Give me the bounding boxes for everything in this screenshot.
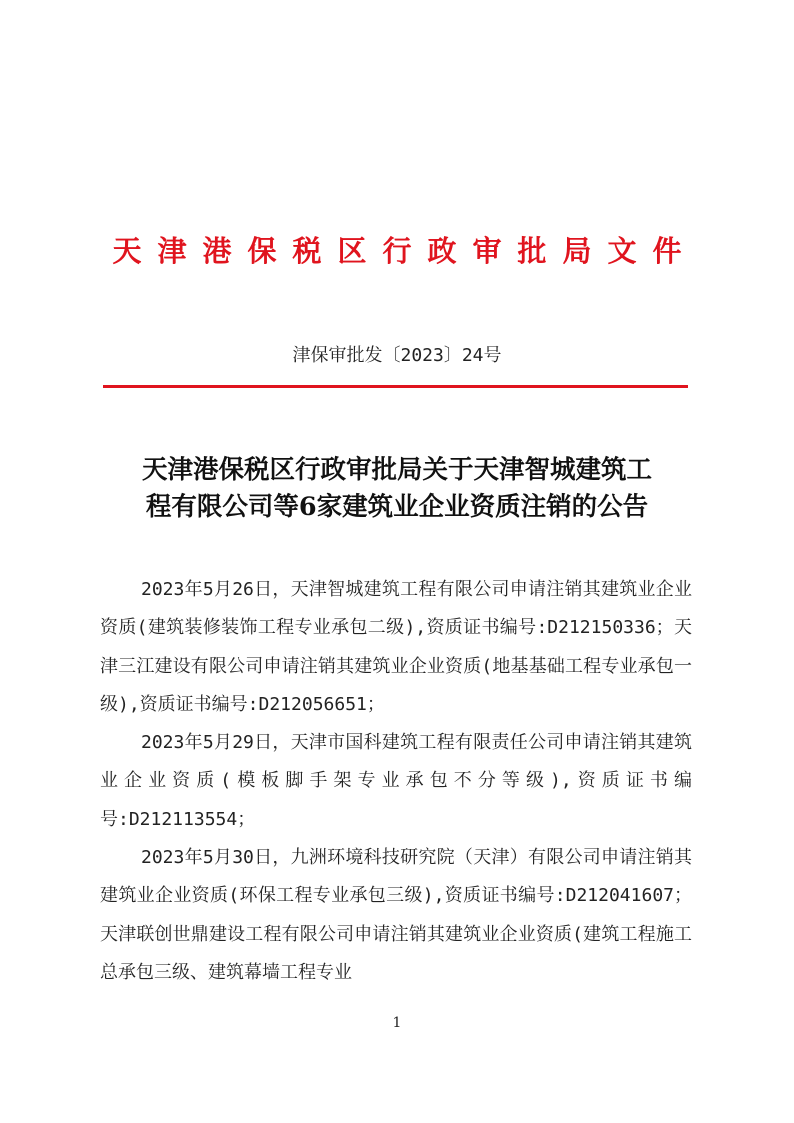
issuing-authority-masthead: 天津港保税区行政审批局文件 [112, 234, 698, 268]
title-line-1: 天津港保税区行政审批局关于天津智城建筑工 [141, 455, 652, 485]
title-line-2: 程有限公司等6家建筑业企业资质注销的公告 [145, 492, 649, 522]
page-number: 1 [392, 1015, 402, 1031]
body-paragraph-2: 2023年5月29日，天津市国科建筑工程有限责任公司申请注销其建筑业企业资质(模板脚手架专业承包不分等级),资质证书编号:D212113554； [100, 732, 692, 830]
document-number: 津保审批发〔2023〕24号 [292, 345, 502, 366]
document-body [100, 571, 692, 992]
body-paragraph-1: 2023年5月26日，天津智城建筑工程有限公司申请注销其建筑业企业资质(建筑装修装饰工程专业承包二级),资质证书编号:D212150336；天津三江建设有限公司申请注销其建筑业企业资质(地基基础工程专业承包一级),资质证书编号:D212056651； [100, 579, 692, 715]
document-title [100, 452, 694, 526]
red-divider-line [103, 385, 688, 388]
body-paragraph-3: 2023年5月30日，九洲环境科技研究院（天津）有限公司申请注销其建筑业企业资质(环保工程专业承包三级),资质证书编号:D212041607；天津联创世鼎建设工程有限公司申请注销其建筑业企业资质(建筑工程施工总承包三级、建筑幕墙工程专业 [100, 847, 692, 983]
